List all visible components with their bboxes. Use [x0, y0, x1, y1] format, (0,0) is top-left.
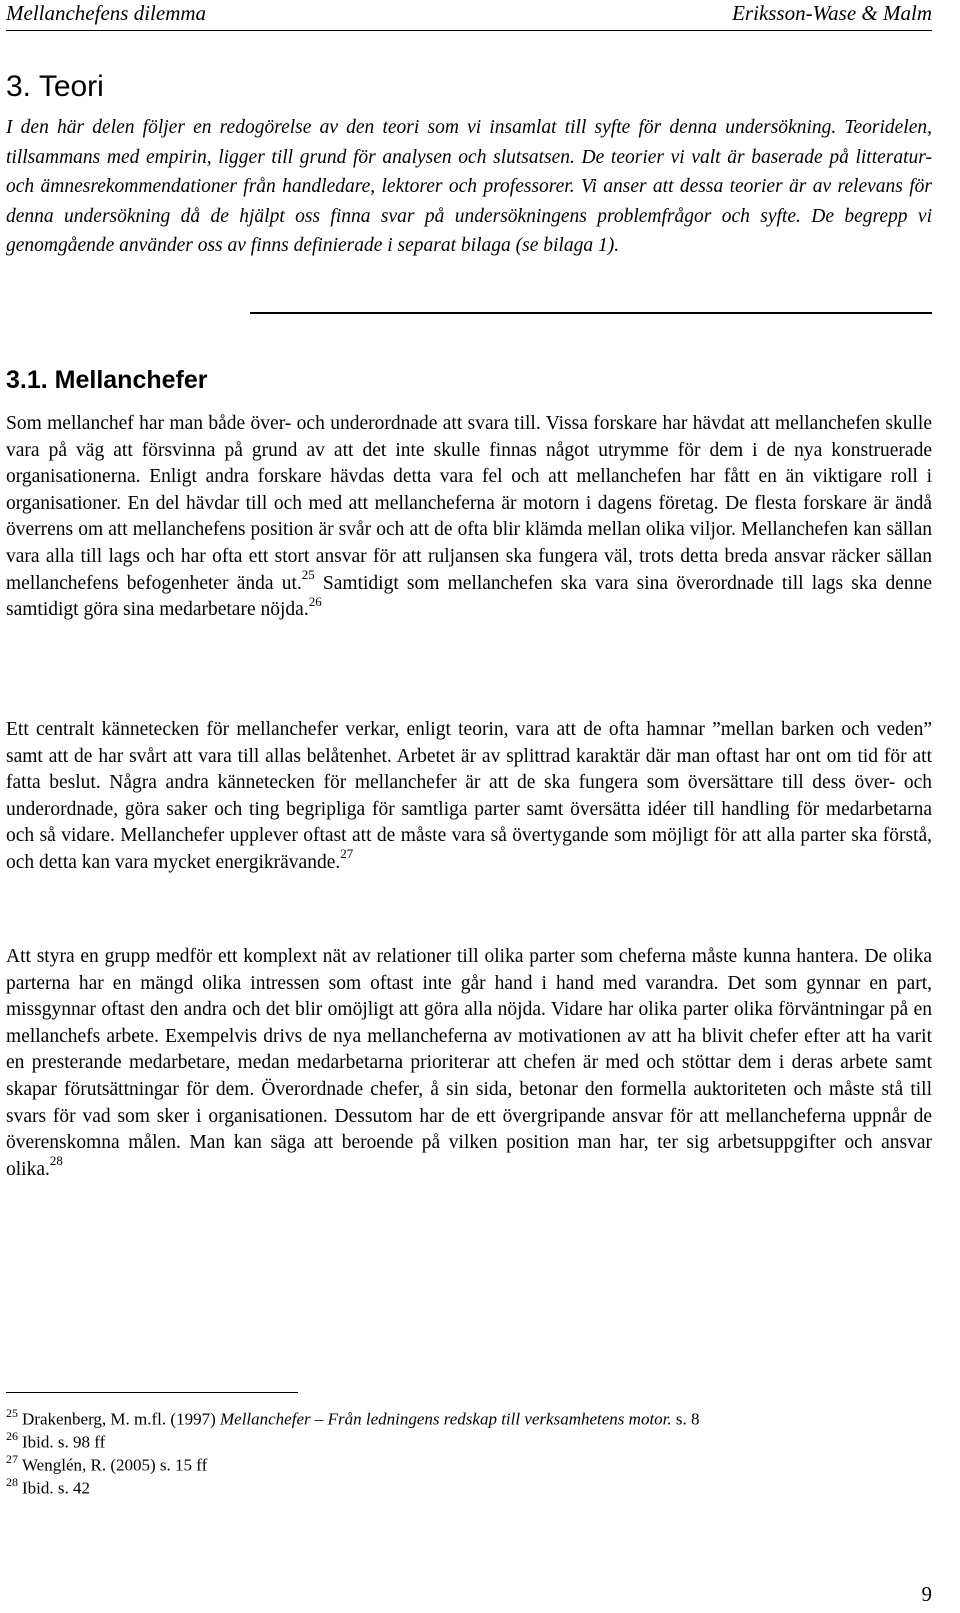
- footnote: [6, 1426, 932, 1452]
- paragraph-text: Ett centralt kännetecken för mellanchefer verkar, enligt teorin, vara att de ofta hamnar ”mellan barken och veden” samt att de har svårt att vara till allas belåtenhet. Arbetet är av splittrad karaktär där man oftast har ont om tid för att fatta beslut. Några andra kännetecken för mellanchefer är att de ska fungera som översättare till dess över- och underordnade, göra saker och ting begripliga för samtliga parter samt översätta idéer till handling för medarbetarna och så vidare. Mellanchefer upplever oftast att de måste vara så övertygande som möjligt för att alla parter ska förstå, och detta kan vara mycket energikrävande.: [6, 719, 932, 873]
- paragraph-text: Samtidigt som mellanchefen ska vara sina överordnade till lags ska denne samtidigt göra sina medarbetare nöjda.: [6, 572, 932, 621]
- header-document-title: Mellanchefens dilemma: [6, 1, 207, 25]
- footnote-ref[interactable]: 27: [340, 846, 354, 862]
- footnote-book-title: Mellanchefer – Från ledningens redskap till verksamhetens motor.: [219, 1409, 672, 1429]
- footnote-ref[interactable]: 28: [49, 1153, 63, 1169]
- footnote-number: 27: [6, 1452, 18, 1466]
- footnote-ref[interactable]: 25: [301, 567, 315, 583]
- footnote: [6, 1449, 932, 1475]
- paragraph-text: Som mellanchef har man både över- och underordnade att svara till. Vissa forskare har hävdat att mellanchefen skulle vara på väg att försvinna på grund av att det inte skulle finnas något utrymme för dem i de nya konstruerade organisationerna. Enligt andra forskare hävdas detta vara fel och att mellanchefen har fått en än viktigare roll i organisationer. En del hävdar till och med att mellancheferna är motorn i dagens företag. De flesta forskare är ändå överrens om att mellanchefens position är svår och att de ofta blir klämda mellan olika viljor. Mellanchefen kan sällan vara alla till lags och har ofta ett stort ansvar för att ruljansen ska fungera väl, trots detta breda ansvar räcker sällan mellanchefens befogenheter ända ut.: [6, 413, 932, 594]
- footnote-text: s. 8: [671, 1409, 700, 1429]
- section-divider: [250, 312, 932, 314]
- subsection-heading: 3.1. Mellanchefer: [6, 366, 208, 394]
- section-heading: 3. Teori: [6, 70, 104, 103]
- footnote-ref[interactable]: 26: [308, 593, 322, 609]
- footnote-number: 26: [6, 1429, 18, 1443]
- running-header: [6, 0, 932, 31]
- body-paragraph-1: [6, 411, 932, 624]
- footnote-text: Ibid. s. 42: [22, 1478, 90, 1498]
- footnote-number: 25: [6, 1406, 18, 1420]
- footnote-text: Wenglén, R. (2005) s. 15 ff: [22, 1455, 208, 1475]
- paragraph-text: Att styra en grupp medför ett komplext nät av relationer till olika parter som cheferna måste kunna hantera. De olika parterna har en mängd olika intressen som oftast inte går hand i hand med varandra. Det som gynnar en part, missgynnar oftast den andra och det blir omöjligt att göra alla nöjda. Vidare har olika parter olika förväntningar på en mellanchefs arbete. Exempelvis drivs de nya mellancheferna av motivationen av att ha blivit chefer efter att ha varit en presterande medarbetare, medan medarbetarna prioriterar att chefen är med och stöttar dem i deras arbete samt skapar förutsättningar för dem. Överordnade chefer, å sin sida, betonar den formella auktoriteten och måste stå till svars för vad som sker i organisationen. Dessutom har de ett övergripande ansvar för att mellancheferna uppnår de överenskomna målen. Man kan säga att beroende på vilken position man har, ter sig arbetsuppgifter och ansvar olika.: [6, 946, 932, 1180]
- footnote-separator: [6, 1392, 298, 1393]
- footnote: [6, 1472, 932, 1498]
- body-paragraph-2: [6, 717, 932, 877]
- footnote-text: Drakenberg, M. m.fl. (1997): [22, 1409, 220, 1429]
- header-authors: Eriksson-Wase & Malm: [732, 1, 932, 25]
- body-paragraph-3: [6, 944, 932, 1183]
- page-number: 9: [921, 1582, 932, 1606]
- footnote: [6, 1403, 932, 1429]
- footnote-text: Ibid. s. 98 ff: [22, 1432, 106, 1452]
- section-intro-paragraph: I den här delen följer en redogörelse av den teori som vi insamlat till syfte för denna undersökning. Teoridelen, tillsammans med empirin, ligger till grund för analysen och slutsatsen. De teorier vi valt är baserade på litteratur- och ämnesrekommendationer från handledare, lektorer och professorer. Vi anser att dessa teorier är av relevans för denna undersökning då de hjälpt oss finna svar på undersökningens problemfrågor och syfte. De begrepp vi genomgående använder oss av finns definierade i separat bilaga (se bilaga 1).: [6, 117, 932, 256]
- footnotes: [6, 1403, 932, 1498]
- footnote-number: 28: [6, 1475, 18, 1489]
